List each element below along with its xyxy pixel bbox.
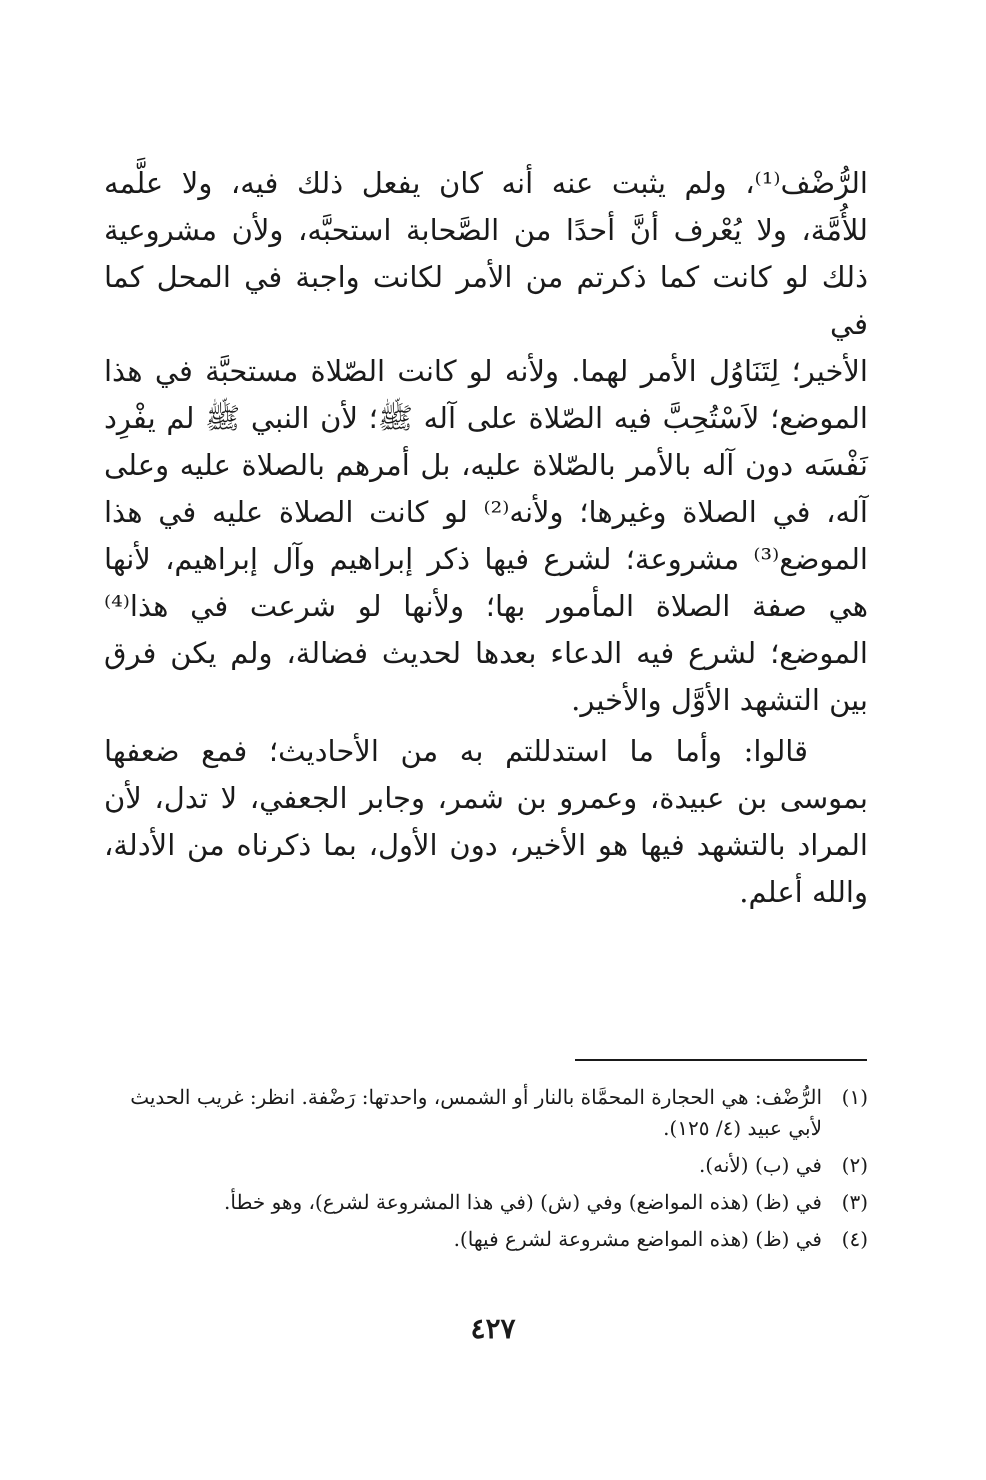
footnote-number: (٢) [841, 1153, 868, 1177]
footnote-text: في (ب) (لأنه). [698, 1153, 822, 1177]
text-line: الرُّضْف⁽¹⁾، ولم يثبت عنه أنه كان يفعل ذلك فيه، ولا علَّمه [104, 166, 868, 200]
footnote-number: (١) [841, 1085, 868, 1109]
text-line: آله، في الصلاة وغيرها؛ ولأنه⁽²⁾ لو كانت الصلاة عليه في هذا [104, 495, 868, 529]
footnote [104, 1082, 868, 1144]
text-line: والله أعلم. [739, 875, 868, 909]
text-line: هي صفة الصلاة المأمور بها؛ ولأنها لو شرعت في هذا⁽⁴⁾ [104, 589, 868, 623]
text-line: ذلك لو كانت كما ذكرتم من الأمر لكانت واجبة في المحل كما في [104, 260, 868, 341]
text-line: الموضع؛ لشرع فيه الدعاء بعدها لحديث فضالة، ولم يكن فرق [104, 636, 868, 670]
footnote-text: في (ظ) (هذه المواضع مشروعة لشرع فيها). [453, 1227, 822, 1251]
text-line: قالوا: وأما ما استدللتم به من الأحاديث؛ فمع ضعفها [104, 734, 808, 768]
footnote [104, 1187, 868, 1218]
main-paragraph-2 [104, 728, 868, 916]
text-line: الأخير؛ لِتَنَاوُل الأمر لهما. ولأنه لو كانت الصّلاة مستحبَّة في هذا [104, 354, 868, 388]
text-line: الموضع⁽³⁾ مشروعة؛ لشرع فيها ذكر إبراهيم وآل إبراهيم، لأنها [104, 542, 868, 576]
footnote [104, 1224, 868, 1255]
footnote-number: (٣) [841, 1190, 868, 1214]
text-line: بين التشهد الأوَّل والأخير. [571, 683, 868, 717]
footnote-text: الرُّضْف: هي الحجارة المحمَّاة بالنار أو الشمس، واحدتها: رَضْفة. انظر: غريب الحديث لأبي عبيد (٤/ ١٢٥). [130, 1085, 822, 1140]
page-number: ٤٢٧ [470, 1312, 516, 1345]
text-line: نَفْسَه دون آله بالأمر بالصّلاة عليه، بل أمرهم بالصلاة عليه وعلى [104, 448, 868, 482]
footnote [104, 1150, 868, 1181]
footnote-text: في (ظ) (هذه المواضع) وفي (ش) (في هذا المشروعة لشرع)، وهو خطأ. [224, 1190, 822, 1214]
text-line: المراد بالتشهد فيها هو الأخير، دون الأول، بما ذكرناه من الأدلة، [104, 828, 868, 862]
main-paragraph-1 [104, 160, 868, 724]
text-line: الموضع؛ لاَسْتُحِبَّ فيه الصّلاة على آله ﷺ؛ لأن النبي ﷺ لم يفْرِد [104, 401, 868, 435]
text-line: للأُمَّة، ولا يُعْرف أنَّ أحدًا من الصَّحابة استحبَّه، ولأن مشروعية [104, 213, 868, 247]
footnote-separator [575, 1059, 867, 1061]
text-line: بموسى بن عبيدة، وعمرو بن شمر، وجابر الجعفي، لا تدل، لأن [104, 781, 868, 815]
footnote-number: (٤) [841, 1227, 868, 1251]
footnotes [104, 1082, 868, 1261]
